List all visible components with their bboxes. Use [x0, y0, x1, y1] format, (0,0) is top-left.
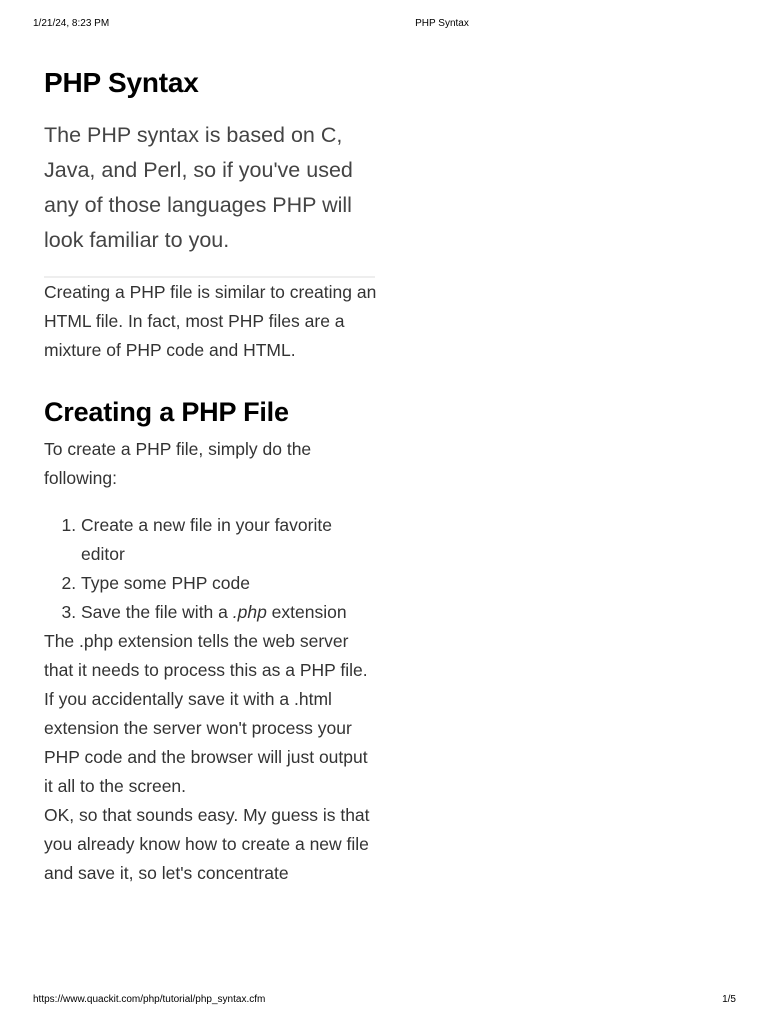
print-page-title: PHP Syntax: [415, 18, 469, 29]
article: [44, 60, 379, 888]
lede-paragraph: The PHP syntax is based on C, Java, and Perl, so if you've used any of those languages PHP will look familiar to you.: [44, 123, 353, 252]
intro-paragraph: Creating a PHP file is similar to creating an HTML file. In fact, most PHP files are a mixture of PHP code and HTML.: [44, 282, 377, 360]
step3-text-after: extension: [266, 602, 347, 622]
section-title: Creating a PHP File: [44, 397, 289, 427]
closing-paragraph: OK, so that sounds easy. My guess is that you already know how to create a new file and save it, so let's concentrate: [44, 805, 370, 883]
steps-intro-paragraph: To create a PHP file, simply do the following:: [44, 439, 312, 488]
print-page-number: 1/5: [722, 994, 736, 1005]
step3-text-before: Save the file with a: [81, 602, 233, 622]
php-extension-emphasis: .php: [232, 602, 267, 622]
page-title: PHP Syntax: [44, 67, 199, 98]
print-header: [0, 18, 768, 32]
list-item: 1. Create a new file in your favorite editor: [81, 511, 379, 569]
extension-paragraph: The .php extension tells the web server that it needs to process this as a PHP file. If you accidentally save it with a .html extension the server won't process your PHP code and the browser will just output it all to the screen.: [44, 631, 368, 796]
list-item: [81, 598, 379, 627]
print-url: https://www.quackit.com/php/tutorial/php_syntax.cfm: [33, 994, 266, 1005]
print-datetime: 1/21/24, 8:23 PM: [33, 18, 110, 29]
steps-list: [44, 511, 379, 627]
list-item: 2. Type some PHP code: [81, 569, 379, 598]
print-footer: [0, 994, 768, 1008]
